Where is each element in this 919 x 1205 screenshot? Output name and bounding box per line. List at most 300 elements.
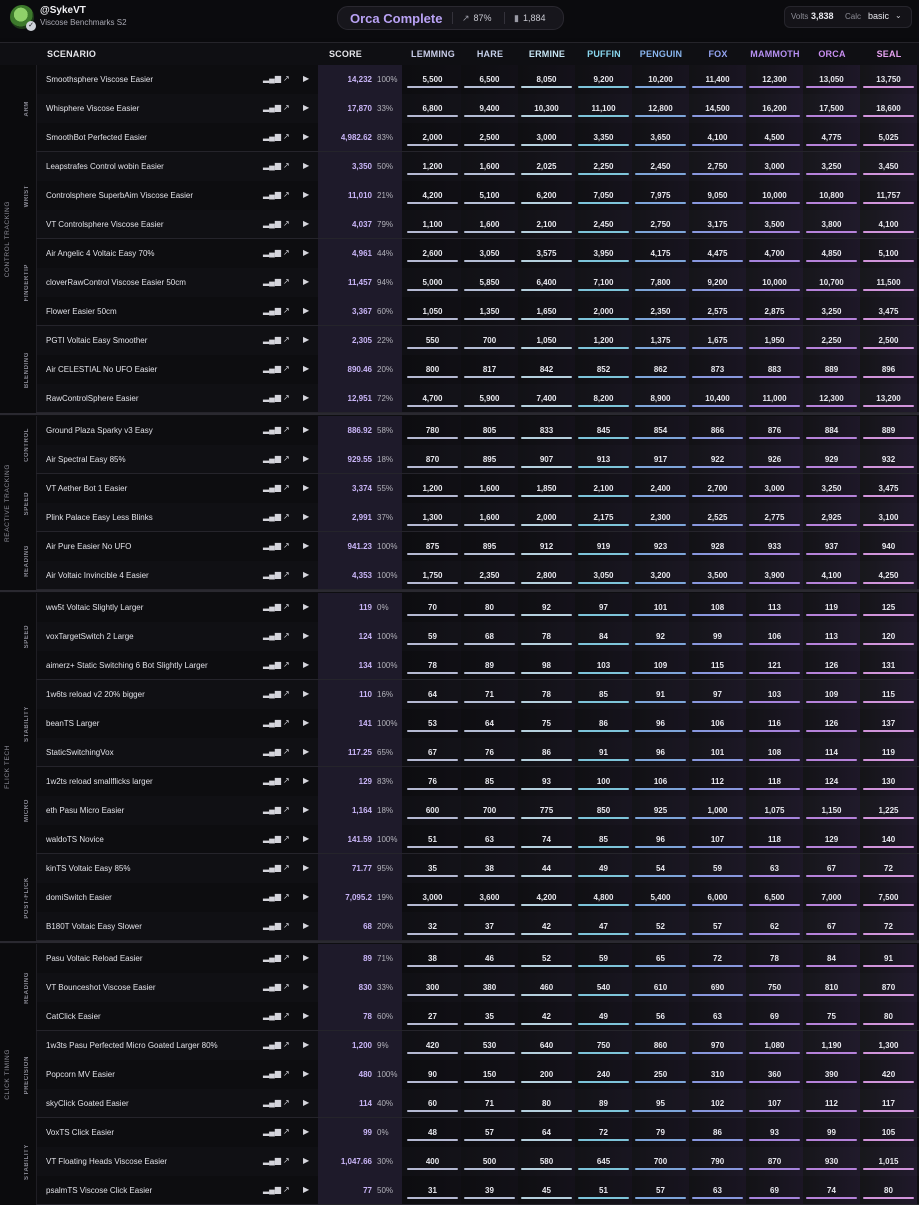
col-rank-seal[interactable]: SEAL (876, 49, 902, 59)
play-icon[interactable]: ▶ (303, 1069, 310, 1078)
scenario-name[interactable]: aimerz+ Static Switching 6 Bot Slightly Larger (46, 661, 208, 670)
trend-icon[interactable]: ↗ (283, 364, 290, 373)
count-value: 1,884 (522, 13, 546, 23)
trend-icon[interactable]: ↗ (283, 660, 290, 669)
rank-cell-penguin (632, 1147, 689, 1176)
col-score[interactable]: SCORE (328, 49, 362, 59)
scenario-name[interactable]: SmoothBot Perfected Easier (46, 133, 147, 142)
rank-cell-hare (461, 503, 518, 532)
rank-cell-fox (689, 181, 746, 210)
signal-bars-icon[interactable]: ▂▄▆ (263, 454, 281, 463)
scenario-name[interactable]: Air Angelic 4 Voltaic Easy 70% (46, 249, 155, 258)
col-rank-fox[interactable]: FOX (708, 49, 728, 59)
play-icon[interactable]: ▶ (303, 425, 310, 434)
trend-icon[interactable]: ↗ (283, 103, 290, 112)
rank-cell-fox (689, 503, 746, 532)
play-icon[interactable]: ▶ (303, 219, 310, 228)
rank-cell-seal (860, 123, 917, 152)
signal-bars-icon[interactable]: ▂▄▆ (263, 74, 281, 83)
signal-bars-icon[interactable]: ▂▄▆ (263, 776, 281, 785)
subcategory-label: READING (24, 545, 30, 577)
table-row[interactable] (0, 944, 919, 973)
play-icon[interactable]: ▶ (303, 982, 310, 991)
rank-cell-lemming (404, 210, 461, 239)
scenario-name[interactable]: Plink Palace Easy Less Blinks (46, 513, 153, 522)
play-icon[interactable]: ▶ (303, 1040, 310, 1049)
rank-cell-penguin (632, 181, 689, 210)
play-icon[interactable]: ▶ (303, 454, 310, 463)
trend-icon[interactable]: ↗ (283, 425, 290, 434)
score-cell (318, 1147, 402, 1176)
score-percent: 50% (377, 1186, 394, 1195)
table-row[interactable] (0, 1147, 919, 1176)
scenario-name[interactable]: Air Voltaic Invincible 4 Easier (46, 571, 149, 580)
table-row[interactable] (0, 680, 919, 709)
rank-progress-bar (863, 1023, 914, 1025)
table-row[interactable] (0, 297, 919, 326)
table-row[interactable] (0, 503, 919, 532)
rank-progress-bar (692, 788, 743, 790)
rank-cell-ermine (518, 854, 575, 883)
table-row[interactable] (0, 384, 919, 413)
table-row[interactable] (0, 709, 919, 738)
rank-progress-bar (578, 875, 629, 877)
rank-threshold: 3,475 (878, 307, 899, 316)
scenario-name[interactable]: voxTargetSwitch 2 Large (46, 632, 134, 641)
scenario-name[interactable]: ww5t Voltaic Slightly Larger (46, 603, 144, 612)
score-value: 14,232 (347, 75, 372, 84)
table-row[interactable] (0, 825, 919, 854)
table-row[interactable] (0, 152, 919, 181)
trend-icon[interactable]: ↗ (283, 393, 290, 402)
chevron-down-icon[interactable]: ⌄ (895, 11, 902, 20)
rank-progress-bar (635, 318, 686, 320)
play-icon[interactable]: ▶ (303, 776, 310, 785)
signal-bars-icon[interactable]: ▂▄▆ (263, 248, 281, 257)
play-icon[interactable]: ▶ (303, 512, 310, 521)
trend-icon[interactable]: ↗ (283, 1069, 290, 1078)
rank-cell-fox (689, 297, 746, 326)
rank-progress-bar (521, 260, 572, 262)
play-icon[interactable]: ▶ (303, 1098, 310, 1107)
play-icon[interactable]: ▶ (303, 718, 310, 727)
col-rank-orca[interactable]: ORCA (818, 49, 846, 59)
scenario-name[interactable]: VT Aether Bot 1 Easier (46, 484, 128, 493)
col-rank-ermine[interactable]: ERMINE (528, 49, 566, 59)
signal-bars-icon[interactable]: ▂▄▆ (263, 190, 281, 199)
rank-cell-mammoth (746, 503, 803, 532)
trend-icon[interactable]: ↗ (283, 921, 290, 930)
play-icon[interactable]: ▶ (303, 747, 310, 756)
signal-bars-icon[interactable]: ▂▄▆ (263, 541, 281, 550)
signal-bars-icon[interactable]: ▂▄▆ (263, 689, 281, 698)
trend-icon[interactable]: ↗ (283, 1040, 290, 1049)
trend-icon[interactable]: ↗ (283, 689, 290, 698)
rank-progress-bar (521, 86, 572, 88)
trend-icon[interactable]: ↗ (283, 892, 290, 901)
rank-progress-bar (521, 289, 572, 291)
table-row[interactable] (0, 796, 919, 825)
signal-bars-icon[interactable]: ▂▄▆ (263, 219, 281, 228)
col-rank-mammoth[interactable]: MAMMOTH (750, 49, 800, 59)
trend-icon[interactable]: ↗ (283, 602, 290, 611)
col-rank-penguin[interactable]: PENGUIN (639, 49, 683, 59)
trend-icon[interactable]: ↗ (283, 1098, 290, 1107)
scenario-name[interactable]: eth Pasu Micro Easier (46, 806, 125, 815)
rank-progress-bar (863, 202, 914, 204)
play-icon[interactable]: ▶ (303, 541, 310, 550)
signal-bars-icon[interactable]: ▂▄▆ (263, 103, 281, 112)
subcategory-label: READING (24, 971, 30, 1004)
rank-threshold: 107 (767, 1099, 782, 1108)
score-value: 941.23 (347, 542, 372, 551)
play-icon[interactable]: ▶ (303, 805, 310, 814)
table-row[interactable] (0, 1031, 919, 1060)
table-row[interactable] (0, 1176, 919, 1205)
rank-threshold: 870 (881, 983, 896, 992)
play-icon[interactable]: ▶ (303, 74, 310, 83)
rank-threshold: 75 (542, 719, 551, 728)
signal-bars-icon[interactable]: ▂▄▆ (263, 1098, 281, 1107)
signal-bars-icon[interactable]: ▂▄▆ (263, 570, 281, 579)
scenario-name[interactable]: CatClick Easier (46, 1012, 101, 1021)
rank-cell-orca (803, 825, 860, 854)
table-row[interactable] (0, 651, 919, 680)
rank-threshold: 10,700 (819, 278, 844, 287)
table-row[interactable] (0, 355, 919, 384)
play-icon[interactable]: ▶ (303, 306, 310, 315)
play-icon[interactable]: ▶ (303, 602, 310, 611)
rank-cell-puffin (575, 239, 632, 268)
play-icon[interactable]: ▶ (303, 921, 310, 930)
scenario-name[interactable]: beanTS Larger (46, 719, 100, 728)
signal-bars-icon[interactable]: ▂▄▆ (263, 1011, 281, 1020)
trend-icon[interactable]: ↗ (283, 190, 290, 199)
scenario-name[interactable]: Pasu Voltaic Reload Easier (46, 954, 143, 963)
rank-progress-bar (464, 1052, 515, 1054)
signal-bars-icon[interactable]: ▂▄▆ (263, 364, 281, 373)
col-rank-lemming[interactable]: LEMMING (411, 49, 455, 59)
scenario-name[interactable]: psalmTS Viscose Click Easier (46, 1186, 153, 1195)
rank-threshold: 99 (827, 1128, 836, 1137)
play-icon[interactable]: ▶ (303, 103, 310, 112)
play-icon[interactable]: ▶ (303, 863, 310, 872)
table-row[interactable] (0, 1118, 919, 1147)
rank-cell-mammoth (746, 680, 803, 709)
rank-threshold: 380 (482, 983, 497, 992)
table-row[interactable] (0, 474, 919, 503)
scenario-name[interactable]: RawControlSphere Easier (46, 394, 139, 403)
rank-cell-fox (689, 912, 746, 941)
trend-icon[interactable]: ↗ (283, 1127, 290, 1136)
signal-bars-icon[interactable]: ▂▄▆ (263, 953, 281, 962)
play-icon[interactable]: ▶ (303, 364, 310, 373)
trend-icon[interactable]: ↗ (283, 306, 290, 315)
scenario-name[interactable]: 1w3ts Pasu Perfected Micro Goated Larger 80% (46, 1041, 218, 1050)
signal-bars-icon[interactable]: ▂▄▆ (263, 483, 281, 492)
table-row[interactable] (0, 123, 919, 152)
play-icon[interactable]: ▶ (303, 1011, 310, 1020)
col-rank-puffin[interactable]: PUFFIN (587, 49, 621, 59)
col-rank-hare[interactable]: HARE (476, 49, 504, 59)
scenario-name[interactable]: Leapstrafes Control wobin Easier (46, 162, 164, 171)
calc-select[interactable]: basic (868, 11, 890, 21)
scenario-name[interactable]: Air Spectral Easy 85% (46, 455, 126, 464)
table-row[interactable] (0, 1002, 919, 1031)
scenario-name[interactable]: Ground Plaza Sparky v3 Easy (46, 426, 153, 435)
trend-icon[interactable]: ↗ (283, 834, 290, 843)
signal-bars-icon[interactable]: ▂▄▆ (263, 747, 281, 756)
rank-cell-lemming (404, 738, 461, 767)
rank-progress-bar (578, 86, 629, 88)
rank-progress-bar (635, 846, 686, 848)
play-icon[interactable]: ▶ (303, 834, 310, 843)
trend-icon[interactable]: ↗ (283, 631, 290, 640)
scenario-name[interactable]: Popcorn MV Easier (46, 1070, 115, 1079)
play-icon[interactable]: ▶ (303, 335, 310, 344)
trend-icon[interactable]: ↗ (283, 570, 290, 579)
rank-threshold: 1,190 (821, 1041, 842, 1050)
rank-cell-fox (689, 973, 746, 1002)
scenario-name[interactable]: B180T Voltaic Easy Slower (46, 922, 142, 931)
trend-icon[interactable]: ↗ (283, 747, 290, 756)
signal-bars-icon[interactable]: ▂▄▆ (263, 718, 281, 727)
scenario-name[interactable]: VT Bounceshot Viscose Easier (46, 983, 156, 992)
rank-threshold: 51 (428, 835, 437, 844)
play-icon[interactable]: ▶ (303, 1185, 310, 1194)
table-row[interactable] (0, 973, 919, 1002)
play-icon[interactable]: ▶ (303, 393, 310, 402)
table-row[interactable] (0, 593, 919, 622)
rank-progress-bar (806, 553, 857, 555)
rank-cell-penguin (632, 912, 689, 941)
table-row[interactable] (0, 532, 919, 561)
trend-icon[interactable]: ↗ (283, 512, 290, 521)
rank-threshold: 780 (425, 426, 440, 435)
score-value: 830 (358, 983, 372, 992)
scenario-name[interactable]: 1w2ts reload smallflicks larger (46, 777, 153, 786)
scenario-name[interactable]: Flower Easier 50cm (46, 307, 117, 316)
table-row[interactable] (0, 1060, 919, 1089)
play-icon[interactable]: ▶ (303, 660, 310, 669)
rank-cell-puffin (575, 912, 632, 941)
score-percent: 83% (377, 133, 394, 142)
table-row[interactable] (0, 326, 919, 355)
signal-bars-icon[interactable]: ▂▄▆ (263, 921, 281, 930)
rank-cell-fox (689, 561, 746, 590)
rank-cell-ermine (518, 297, 575, 326)
table-row[interactable] (0, 416, 919, 445)
table-row[interactable] (0, 1089, 919, 1118)
signal-bars-icon[interactable]: ▂▄▆ (263, 1069, 281, 1078)
signal-bars-icon[interactable]: ▂▄▆ (263, 982, 281, 991)
trend-icon[interactable]: ↗ (283, 982, 290, 991)
table-row[interactable] (0, 738, 919, 767)
scenario-name[interactable]: PGTI Voltaic Easy Smoother (46, 336, 148, 345)
signal-bars-icon[interactable]: ▂▄▆ (263, 1127, 281, 1136)
signal-bars-icon[interactable]: ▂▄▆ (263, 892, 281, 901)
play-icon[interactable]: ▶ (303, 483, 310, 492)
rank-threshold: 2,525 (707, 513, 728, 522)
table-row[interactable] (0, 210, 919, 239)
rank-threshold: 112 (711, 777, 724, 786)
trend-icon[interactable]: ↗ (283, 776, 290, 785)
rank-progress-bar (749, 115, 800, 117)
play-icon[interactable]: ▶ (303, 1156, 310, 1165)
trend-icon[interactable]: ↗ (283, 219, 290, 228)
play-icon[interactable]: ▶ (303, 892, 310, 901)
table-row[interactable] (0, 912, 919, 941)
scenario-name[interactable]: VT Controlsphere Viscose Easier (46, 220, 164, 229)
rank-cell-hare (461, 883, 518, 912)
rank-threshold: 8,050 (536, 75, 557, 84)
trend-icon[interactable]: ↗ (283, 718, 290, 727)
signal-bars-icon[interactable]: ▂▄▆ (263, 393, 281, 402)
rank-progress-bar (806, 701, 857, 703)
signal-bars-icon[interactable]: ▂▄▆ (263, 335, 281, 344)
score-cell (318, 474, 402, 503)
score-cell (318, 532, 402, 561)
rank-threshold: 91 (656, 690, 665, 699)
trend-icon[interactable]: ↗ (283, 1011, 290, 1020)
rank-cell-fox (689, 883, 746, 912)
trend-icon[interactable]: ↗ (283, 132, 290, 141)
play-icon[interactable]: ▶ (303, 248, 310, 257)
signal-bars-icon[interactable]: ▂▄▆ (263, 602, 281, 611)
username[interactable]: @SykeVT (40, 5, 86, 16)
trend-icon[interactable]: ↗ (283, 953, 290, 962)
score-value: 77 (363, 1186, 372, 1195)
play-icon[interactable]: ▶ (303, 190, 310, 199)
trend-icon[interactable]: ↗ (283, 248, 290, 257)
play-icon[interactable]: ▶ (303, 689, 310, 698)
table-row[interactable] (0, 854, 919, 883)
scenario-name[interactable]: Controlsphere SuperbAim Viscose Easier (46, 191, 194, 200)
rank-cell-seal (860, 474, 917, 503)
signal-bars-icon[interactable]: ▂▄▆ (263, 660, 281, 669)
signal-bars-icon[interactable]: ▂▄▆ (263, 161, 281, 170)
signal-bars-icon[interactable]: ▂▄▆ (263, 425, 281, 434)
rank-threshold: 6,500 (764, 893, 785, 902)
trend-icon[interactable]: ↗ (283, 454, 290, 463)
scenario-name[interactable]: kinTS Voltaic Easy 85% (46, 864, 131, 873)
trend-icon[interactable]: ↗ (283, 863, 290, 872)
rank-progress-bar (464, 524, 515, 526)
rank-cell-lemming (404, 1089, 461, 1118)
scenario-name[interactable]: waldoTS Novice (46, 835, 104, 844)
scenario-name[interactable]: domiSwitch Easier (46, 893, 112, 902)
rank-progress-bar (578, 376, 629, 378)
trend-icon[interactable]: ↗ (283, 805, 290, 814)
signal-bars-icon[interactable]: ▂▄▆ (263, 132, 281, 141)
play-icon[interactable]: ▶ (303, 570, 310, 579)
rank-cell-fox (689, 1147, 746, 1176)
trend-icon[interactable]: ↗ (283, 277, 290, 286)
scenario-name[interactable]: VT Floating Heads Viscose Easier (46, 1157, 168, 1166)
signal-bars-icon[interactable]: ▂▄▆ (263, 1185, 281, 1194)
rank-progress-bar (806, 1081, 857, 1083)
table-row[interactable] (0, 65, 919, 94)
play-icon[interactable]: ▶ (303, 277, 310, 286)
scenario-name[interactable]: Air Pure Easier No UFO (46, 542, 132, 551)
trend-icon[interactable]: ↗ (283, 335, 290, 344)
scenario-name[interactable]: skyClick Goated Easier (46, 1099, 129, 1108)
rank-threshold: 3,500 (764, 220, 785, 229)
rank-progress-bar (749, 289, 800, 291)
table-row[interactable] (0, 445, 919, 474)
table-row[interactable] (0, 561, 919, 590)
scenario-name[interactable]: 1w6ts reload v2 20% bigger (46, 690, 145, 699)
rank-cell-lemming (404, 944, 461, 973)
trend-icon[interactable]: ↗ (283, 161, 290, 170)
rank-threshold: 930 (824, 1157, 839, 1166)
rank-cell-mammoth (746, 532, 803, 561)
play-icon[interactable]: ▶ (303, 631, 310, 640)
scenario-name[interactable]: cloverRawControl Viscose Easier 50cm (46, 278, 186, 287)
rank-cell-mammoth (746, 651, 803, 680)
signal-bars-icon[interactable]: ▂▄▆ (263, 512, 281, 521)
rank-threshold: 95 (656, 1099, 665, 1108)
table-row[interactable] (0, 767, 919, 796)
trend-icon[interactable]: ↗ (283, 1156, 290, 1165)
table-row[interactable] (0, 883, 919, 912)
rank-progress-bar (863, 318, 914, 320)
table-row[interactable] (0, 268, 919, 297)
table-row[interactable] (0, 622, 919, 651)
trend-icon[interactable]: ↗ (283, 74, 290, 83)
table-row[interactable] (0, 239, 919, 268)
rank-threshold: 2,750 (650, 220, 671, 229)
rank-cell-penguin (632, 416, 689, 445)
play-icon[interactable]: ▶ (303, 161, 310, 170)
scenario-name[interactable]: Air CELESTIAL No UFO Easier (46, 365, 158, 374)
trend-icon[interactable]: ↗ (283, 1185, 290, 1194)
rank-progress-bar (863, 86, 914, 88)
table-row[interactable] (0, 94, 919, 123)
signal-bars-icon[interactable]: ▂▄▆ (263, 631, 281, 640)
trend-icon[interactable]: ↗ (283, 483, 290, 492)
rank-progress-bar (749, 817, 800, 819)
scenario-name[interactable]: Smoothsphere Viscose Easier (46, 75, 154, 84)
trend-icon[interactable]: ↗ (283, 541, 290, 550)
score-percent: 30% (377, 1157, 394, 1166)
col-scenario[interactable]: SCENARIO (47, 49, 97, 59)
table-row[interactable] (0, 181, 919, 210)
signal-bars-icon[interactable]: ▂▄▆ (263, 306, 281, 315)
signal-bars-icon[interactable]: ▂▄▆ (263, 863, 281, 872)
signal-bars-icon[interactable]: ▂▄▆ (263, 805, 281, 814)
play-icon[interactable]: ▶ (303, 953, 310, 962)
scenario-name[interactable]: Whisphere Viscose Easier (46, 104, 140, 113)
rank-threshold: 700 (482, 336, 497, 345)
rank-progress-bar (806, 965, 857, 967)
scenario-name[interactable]: VoxTS Click Easier (46, 1128, 115, 1137)
signal-bars-icon[interactable]: ▂▄▆ (263, 1040, 281, 1049)
rank-threshold: 10,300 (534, 104, 559, 113)
signal-bars-icon[interactable]: ▂▄▆ (263, 1156, 281, 1165)
play-icon[interactable]: ▶ (303, 1127, 310, 1136)
play-icon[interactable]: ▶ (303, 132, 310, 141)
avatar[interactable] (10, 5, 34, 29)
scenario-name[interactable]: StaticSwitchingVox (46, 748, 114, 757)
rank-progress-bar (407, 86, 458, 88)
signal-bars-icon[interactable]: ▂▄▆ (263, 277, 281, 286)
score-cell (318, 622, 402, 651)
subcategory-block (19, 65, 37, 152)
rank-threshold: 850 (596, 806, 611, 815)
signal-bars-icon[interactable]: ▂▄▆ (263, 834, 281, 843)
rank-cell-fox (689, 1060, 746, 1089)
